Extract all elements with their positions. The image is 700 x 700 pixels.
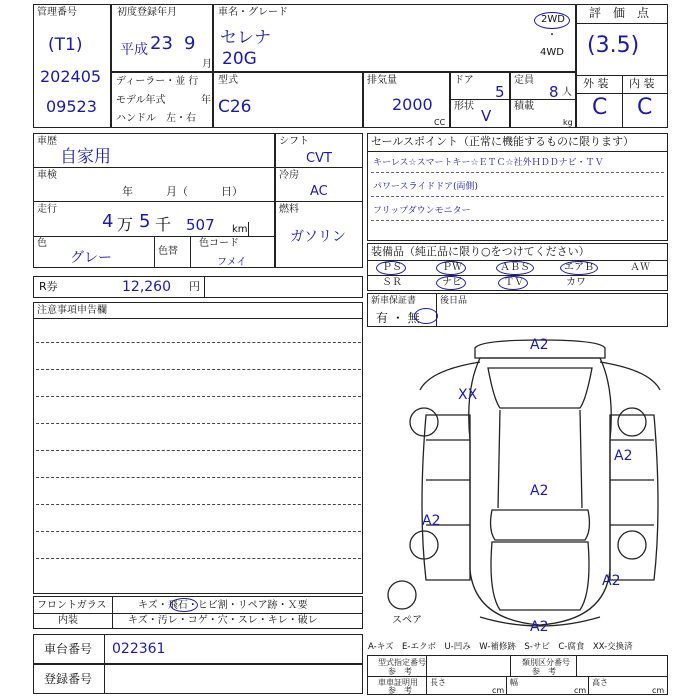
warranty-value: 有 ・ 無: [376, 311, 420, 325]
shaken-sub: 参 考: [388, 686, 412, 695]
mileage-man: 4: [102, 211, 114, 232]
shift-value: CVT: [306, 151, 332, 166]
registration-label: 登録番号: [44, 672, 93, 686]
sales-point-3: フリップダウンモニター: [373, 206, 471, 216]
model-code: C26: [218, 97, 252, 117]
model-code-box: [213, 72, 363, 128]
car-name-label: 車名・グレード: [218, 7, 288, 18]
equip-ps: ＰＳ: [382, 262, 402, 273]
exterior-label: 外 装: [583, 77, 609, 90]
circle-abs: [496, 261, 534, 275]
doors-label: ドア: [454, 75, 474, 86]
equip-airbag: エアＢ: [564, 262, 594, 273]
capacity: 8: [549, 83, 559, 101]
circle-tv: [498, 276, 528, 290]
model-year-unit: 年: [201, 95, 211, 106]
chassis-value: 022361: [112, 641, 166, 657]
doors-box: [450, 72, 510, 128]
handle-label: ハンドル 左・右: [116, 113, 196, 124]
equip-leather: カワ: [566, 277, 586, 288]
interior-label: 内 装: [629, 77, 655, 90]
doors: 5: [495, 83, 505, 101]
warranty-box: [367, 293, 668, 327]
capacity-box: [510, 72, 576, 128]
spare-label: スペア: [392, 615, 422, 626]
interior-grade: C: [637, 95, 653, 120]
damage-mark-left-front: A2: [422, 513, 441, 529]
fuel-value: ガソリン: [290, 229, 346, 245]
model-code-label: 型式: [218, 75, 238, 86]
management-number-box: [33, 4, 111, 128]
notes-label: 注意事項申告欄: [37, 305, 107, 316]
sales-point-1: キーレス☆スマートキー☆ＥＴＣ☆社外ＨＤＤナビ・ＴＶ: [373, 158, 604, 168]
height-unit: cm: [652, 686, 665, 695]
history-value: 自家用: [60, 147, 111, 167]
warranty-label: 新車保証書: [371, 296, 417, 306]
sales-points-label: セールスポイント（正常に機能するものに限ります）: [371, 135, 635, 148]
katashiki-sub: 参 考: [388, 667, 412, 676]
first-registration-box: [111, 4, 213, 72]
ruibetsu-label: 類別区分番号: [522, 658, 570, 667]
equip-sr: ＳＲ: [382, 277, 402, 288]
sales-point-2: パワースライドドア(両側): [373, 182, 479, 192]
aircon-label: 冷房: [279, 170, 299, 181]
glass-text: キズ・飛石・ヒビ割・リペア跡・Ｘ要: [138, 600, 308, 611]
displacement: 2000: [392, 95, 433, 114]
equip-navi: ナビ: [442, 277, 462, 288]
height-label: 高さ: [592, 678, 608, 687]
after-item-label: 後日品: [440, 296, 468, 306]
rating-box: [576, 4, 668, 128]
capacity-unit: 人: [562, 87, 572, 98]
glass-label: フロントガラス: [37, 600, 107, 611]
fuel-label: 燃料: [279, 204, 299, 215]
equip-abs: ＡＢＳ: [500, 262, 530, 273]
management-number-2: 09523: [46, 97, 97, 116]
km-unit: km: [232, 224, 248, 235]
equipment-box: [367, 243, 668, 291]
damage-mark-left-rear: XX: [458, 387, 478, 403]
recycle-unit: 円: [189, 280, 200, 293]
exterior-grade: C: [592, 95, 608, 120]
notes-box: [33, 302, 363, 594]
recycle-value: 12,260: [122, 279, 171, 295]
reg-month: 9: [184, 33, 196, 54]
era-label: 平成: [120, 42, 148, 58]
displacement-box: [363, 72, 450, 128]
equip-tv: ＴＶ: [504, 277, 524, 288]
color-value: グレー: [70, 250, 112, 266]
damage-mark-front: A2: [530, 619, 549, 635]
mileage-sen: 5: [139, 211, 151, 232]
damage-mark-rear: A2: [530, 337, 549, 353]
circle-ps: [376, 261, 406, 275]
car-name: セレナ: [220, 28, 271, 48]
circle-navi: [436, 276, 466, 290]
color-label: 色: [37, 238, 47, 249]
damage-mark-right-rear: A2: [614, 448, 633, 464]
inspection-label: 車検: [37, 170, 57, 181]
equipment-label: 装備品（純正品に限り○をつけてください）: [371, 245, 590, 258]
drive-2wd: 2WD: [541, 14, 565, 25]
color-code: フメイ: [217, 257, 247, 268]
circle-warranty-none: [414, 308, 438, 324]
capacity-label: 定員: [514, 75, 534, 86]
displacement-label: 排気量: [367, 75, 397, 86]
aircon-value: AC: [310, 184, 328, 199]
equip-pw: ＰＷ: [442, 262, 462, 273]
mileage-man-unit: 万: [117, 215, 134, 234]
rating-label: 評 価 点: [589, 6, 650, 20]
history-box: [33, 133, 275, 268]
model-year-label: モデル年式: [116, 95, 166, 106]
circle-airbag: [560, 261, 598, 275]
management-number-label: 管理番号: [37, 7, 77, 18]
load-label: 積載: [514, 101, 534, 112]
car-damage-diagram: [380, 330, 670, 640]
specs-box: [275, 133, 363, 268]
inspection-text: 年 月（ 日）: [122, 185, 243, 198]
length-unit: cm: [492, 686, 505, 695]
month-unit: 月: [202, 59, 212, 70]
mileage-label: 走行: [37, 204, 57, 215]
shape: V: [481, 107, 492, 125]
history-label: 車歴: [37, 136, 57, 147]
shift-label: シフト: [279, 136, 309, 147]
length-label: 長さ: [430, 678, 446, 687]
width-label: 幅: [510, 678, 518, 687]
rating-score: (3.5): [587, 33, 640, 58]
management-number-t: (T1): [48, 35, 83, 55]
interior-check-text: キズ・汚レ・コゲ・穴・スレ・キレ・破レ: [128, 615, 318, 626]
damage-mark-roof: A2: [530, 483, 549, 499]
mileage-rest: 507: [186, 216, 215, 234]
chassis-label: 車台番号: [44, 642, 93, 656]
interior-check-label: 内装: [58, 615, 78, 626]
reference-box: [367, 655, 668, 695]
katashiki-label: 型式指定番号: [378, 658, 426, 667]
registration-box: [33, 664, 363, 694]
ruibetsu-sub: 参 考: [532, 667, 556, 676]
recycle-box: [33, 276, 363, 298]
shape-label: 形状: [454, 101, 474, 112]
color-code-label: 色コード: [199, 238, 239, 249]
drive-dot: ・: [547, 30, 557, 41]
circle-pw: [436, 261, 466, 275]
dealer-label: ディーラー・並 行: [116, 76, 199, 87]
management-number-1: 202405: [40, 67, 102, 86]
grade-name: 20G: [222, 49, 257, 69]
glass-box: [33, 596, 363, 629]
drive-4wd: 4WD: [540, 47, 564, 58]
color-change-label: 色替: [158, 246, 178, 257]
equip-aw: ＡＷ: [630, 262, 650, 273]
damage-legend: A-キズ E-エクボ U-凹み W-補修跡 S-サビ C-腐食 XX-交換済: [368, 642, 633, 652]
chassis-box: [33, 634, 363, 664]
width-unit: cm: [574, 686, 587, 695]
kg-unit: kg: [563, 118, 573, 127]
dealer-box: [111, 72, 213, 128]
car-name-box: [213, 4, 576, 72]
shaken-label: 車車証明用: [378, 678, 418, 687]
era-year: 23: [150, 33, 173, 54]
sales-points-box: [367, 133, 668, 241]
damage-mark-right-front: A2: [602, 573, 621, 589]
mileage-sen-unit: 千: [155, 215, 172, 234]
recycle-label: R券: [39, 280, 58, 293]
circle-chip: [170, 598, 198, 612]
cc-unit: CC: [434, 118, 446, 127]
first-registration-label: 初度登録年月: [117, 7, 177, 18]
